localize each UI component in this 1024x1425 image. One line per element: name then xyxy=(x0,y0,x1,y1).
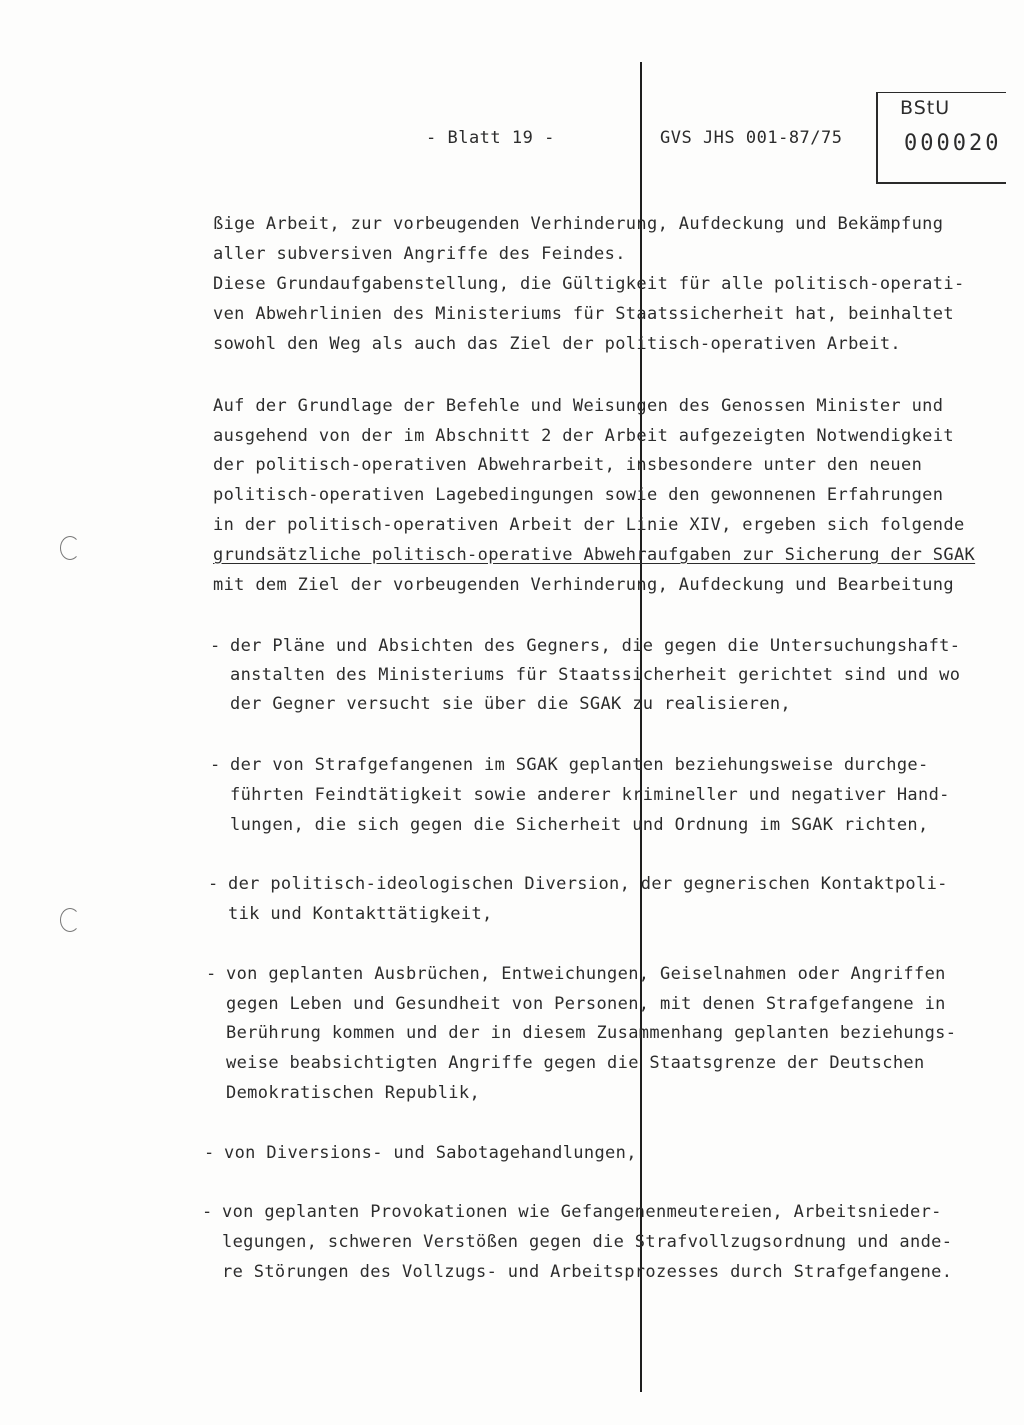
paragraph-line: der politisch-operativen Abwehrarbeit, insbesondere unter den neuen xyxy=(213,455,923,475)
paragraph-line: Auf der Grundlage der Befehle und Weisungen des Genossen Minister und xyxy=(213,396,944,416)
bullet-line: gegen Leben und Gesundheit von Personen, mit denen Strafgefangene in xyxy=(226,994,946,1014)
bullet-line: der Pläne und Absichten des Gegners, die gegen die Untersuchungshaft- xyxy=(230,636,961,656)
bullet-line: weise beabsichtigten Angriffe gegen die Staatsgrenze der Deutschen xyxy=(226,1053,925,1073)
bullet-line: tik und Kontakttätigkeit, xyxy=(228,904,493,924)
bullet-dash: - xyxy=(206,964,217,984)
bullet-line: lungen, die sich gegen die Sicherheit und Ordnung im SGAK richten, xyxy=(230,815,929,835)
paragraph-line: sowohl den Weg als auch das Ziel der politisch-operativen Arbeit. xyxy=(213,334,902,354)
punch-hole-mark xyxy=(60,536,80,560)
punch-hole-mark xyxy=(60,908,80,932)
bullet-line: legungen, schweren Verstößen gegen die Strafvollzugsordnung und ande- xyxy=(222,1232,953,1252)
document-reference: GVS JHS 001-87/75 xyxy=(660,128,843,148)
bullet-dash: - xyxy=(210,636,221,656)
paragraph-line: aller subversiven Angriffe des Feindes. xyxy=(213,244,626,264)
paragraph-line: politisch-operativen Lagebedingungen sowie den gewonnenen Erfahrungen xyxy=(213,485,944,505)
bullet-line: der von Strafgefangenen im SGAK geplanten beziehungsweise durchge- xyxy=(230,755,929,775)
bullet-line: anstalten des Ministeriums für Staatssicherheit gerichtet sind und wo xyxy=(230,665,961,685)
paragraph-line: ven Abwehrlinien des Ministeriums für Staatssicherheit hat, beinhaltet xyxy=(213,304,954,324)
archive-stamp xyxy=(876,92,1006,184)
bullet-line: von geplanten Ausbrüchen, Entweichungen, Geiselnahmen oder Angriffen xyxy=(226,964,946,984)
bullet-line: re Störungen des Vollzugs- und Arbeitsprozesses durch Strafgefangene. xyxy=(222,1262,953,1282)
paragraph-line: Diese Grundaufgabenstellung, die Gültigkeit für alle politisch-operati- xyxy=(213,274,965,294)
bullet-line: von geplanten Provokationen wie Gefangenenmeutereien, Arbeitsnieder- xyxy=(222,1202,942,1222)
bullet-dash: - xyxy=(208,874,219,894)
bullet-dash: - xyxy=(202,1202,213,1222)
paragraph-line: ausgehend von der im Abschnitt 2 der Arbeit aufgezeigten Notwendigkeit xyxy=(213,426,954,446)
bullet-line: der politisch-ideologischen Diversion, der gegnerischen Kontaktpoli- xyxy=(228,874,948,894)
paragraph-line: mit dem Ziel der vorbeugenden Verhinderung, Aufdeckung und Bearbeitung xyxy=(213,575,954,595)
bullet-line: von Diversions- und Sabotagehandlungen, xyxy=(224,1143,637,1163)
underlined-heading-line: grundsätzliche politisch-operative Abwehraufgaben zur Sicherung der SGAK xyxy=(213,545,976,565)
fold-line xyxy=(640,62,642,1392)
bullet-line: Demokratischen Republik, xyxy=(226,1083,481,1103)
stamp-number: 000020 xyxy=(904,131,1002,156)
paragraph-line: in der politisch-operativen Arbeit der Linie XIV, ergeben sich folgende xyxy=(213,515,965,535)
bullet-line: Berührung kommen und der in diesem Zusammenhang geplanten beziehungs- xyxy=(226,1023,957,1043)
paragraph-line: ßige Arbeit, zur vorbeugenden Verhinderung, Aufdeckung und Bekämpfung xyxy=(213,214,944,234)
bullet-dash: - xyxy=(210,755,221,775)
sheet-number: - Blatt 19 - xyxy=(426,128,555,148)
bullet-line: der Gegner versucht sie über die SGAK zu realisieren, xyxy=(230,694,791,714)
bullet-dash: - xyxy=(204,1143,215,1163)
bullet-line: führten Feindtätigkeit sowie anderer krimineller und negativer Hand- xyxy=(230,785,950,805)
stamp-label: BStU xyxy=(900,97,951,119)
